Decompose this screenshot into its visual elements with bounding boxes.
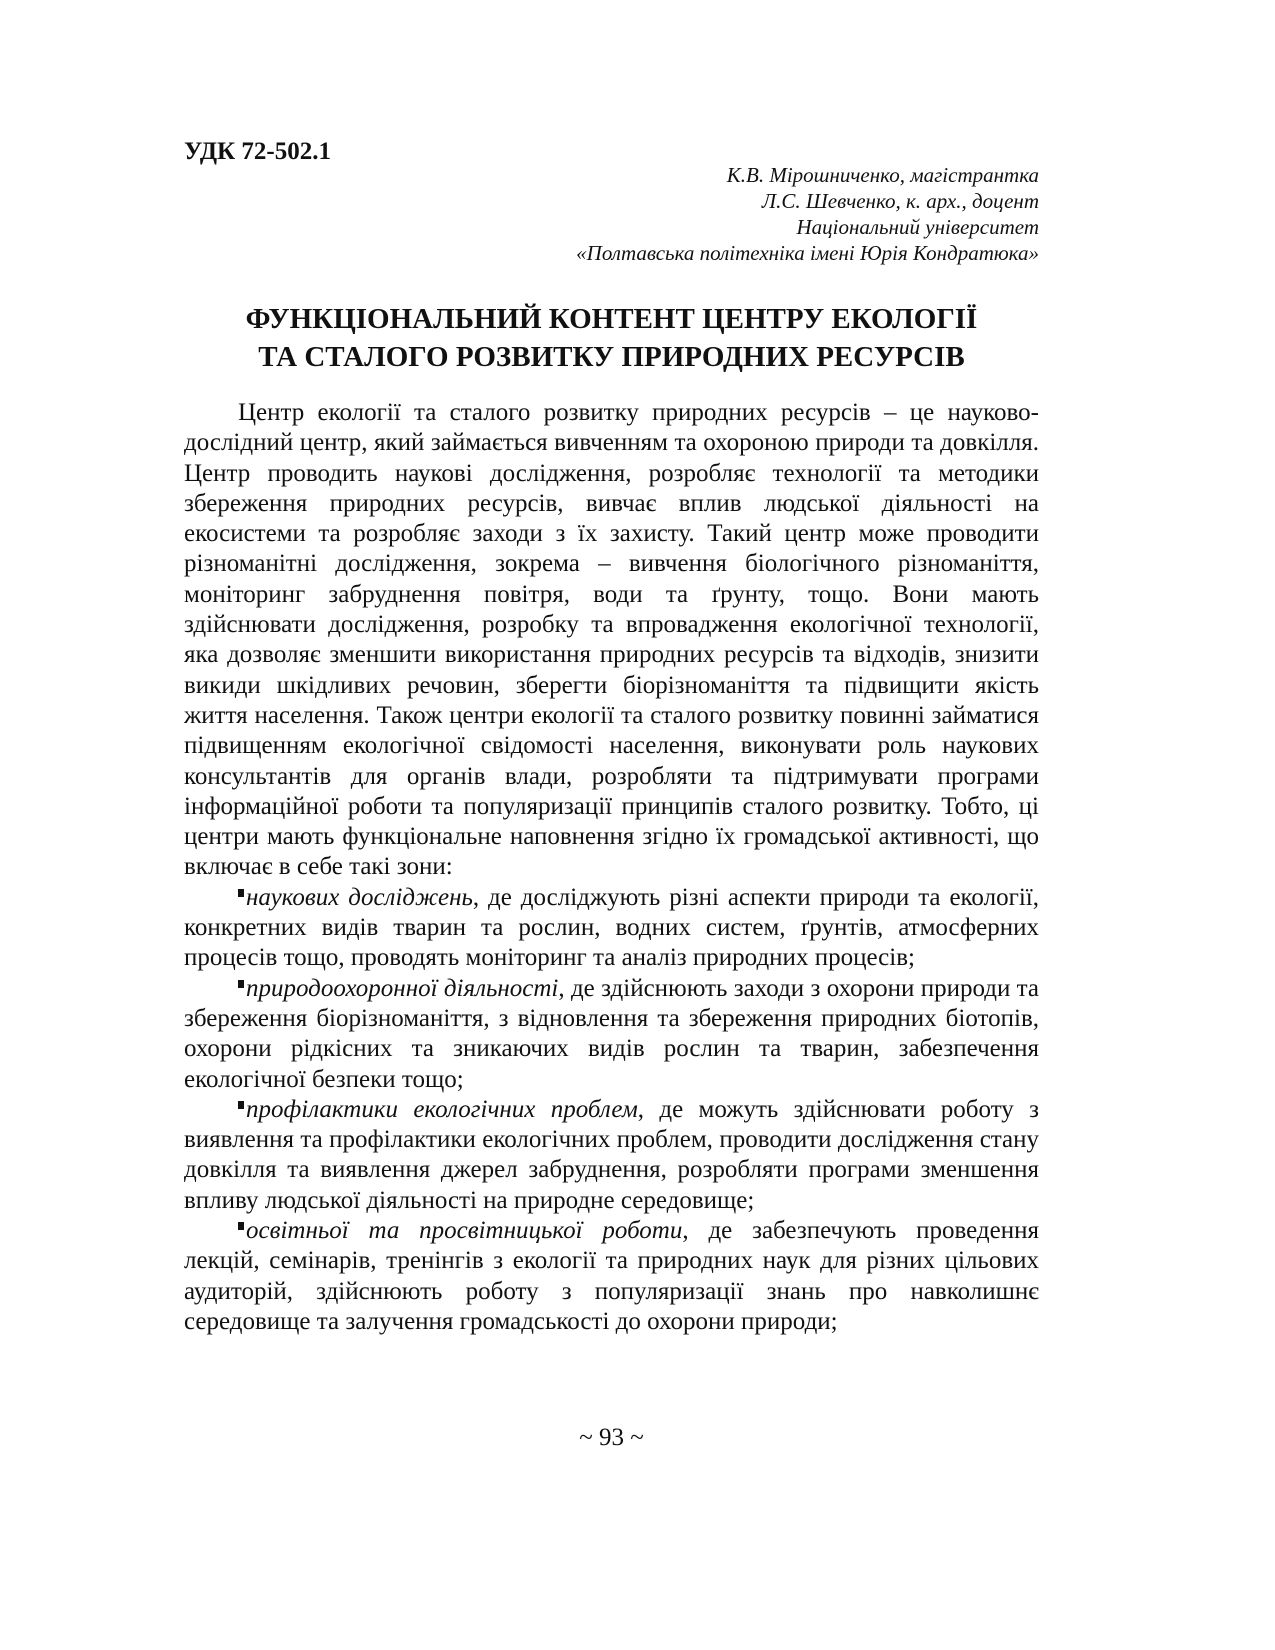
bullet-term: природоохоронної діяльності: [246, 974, 559, 1002]
bullet-square-icon: [238, 1101, 244, 1109]
author-2: Л.С. Шевченко, к. арх., доцент: [761, 189, 1039, 213]
page-number: ~ 93 ~: [579, 1424, 644, 1451]
affiliation-name: «Полтавська політехніка імені Юрія Кондратюка»: [576, 241, 1039, 265]
title-line-2: ТА СТАЛОГО РОЗВИТКУ ПРИРОДНИХ РЕСУРСІВ: [258, 341, 965, 373]
bullet-item: [184, 1216, 1039, 1337]
bullet-item: [184, 974, 1039, 1095]
bullet-term: освітньої та просвітницької роботи: [246, 1217, 683, 1245]
udk-code: УДК 72-502.1: [184, 138, 331, 165]
bullet-term: наукових досліджень: [246, 883, 473, 911]
bullet-item: [184, 1095, 1039, 1216]
affiliation: Національний університет: [796, 215, 1039, 239]
article-body: [184, 398, 1039, 1337]
bullet-square-icon: [238, 980, 244, 988]
bullet-text: , де здійснюють заходи з охорони природи та збереження біорізноманіття, з відновлення та збереження природних біотопів, охорони рідкісних та зникаючих видів рослин та тварин, забезпечення екологічної безпеки тощо;: [184, 974, 1040, 1093]
article-title: [184, 300, 1039, 376]
bullet-text: , де досліджують різні аспекти природи та екології, конкретних видів тварин та рослин, водних систем, ґрунтів, атмосферних процесів тощо, проводять моніторинг та аналіз природних процесів;: [184, 883, 1039, 972]
bullet-square-icon: [238, 889, 244, 897]
bullet-item: [184, 883, 1039, 974]
author-1: К.В. Мірошниченко, магістрантка: [726, 163, 1039, 187]
title-line-1: ФУНКЦІОНАЛЬНИЙ КОНТЕНТ ЦЕНТРУ ЕКОЛОГІЇ: [245, 303, 978, 335]
intro-paragraph: Центр екології та сталого розвитку природних ресурсів – це науково-дослідний центр, який займається вивченням та охороною природи та довкілля. Центр проводить наукові дослідження, розробляє технології та методики збереження природних ресурсів, вивчає вплив людської діяльності на екосистеми та розробляє заходи з їх захисту. Такий центр може проводити різноманітні дослідження, зокрема – вивчення біологічного різноманіття, моніторинг забруднення повітря, води та ґрунту, тощо. Вони мають здійснювати дослідження, розробку та впровадження екологічної технології, яка дозволяє зменшити використання природних ресурсів та відходів, знизити викиди шкідливих речовин, зберегти біорізноманіття та підвищити якість життя населення. Також центри екології та сталого розвитку повинні займатися підвищенням екологічної свідомості населення, виконувати роль наукових консультантів для органів влади, розробляти та підтримувати програми інформаційної роботи та популяризації принципів сталого розвитку. Тобто, ці центри мають функціональне наповнення згідно їх громадської активності, що включає в себе такі зони:: [184, 399, 1039, 881]
bullet-term: профілактики екологічних проблем: [246, 1095, 638, 1123]
author-block: [576, 162, 1039, 266]
bullet-square-icon: [238, 1222, 244, 1230]
bullet-text: , де забезпечують проведення лекцій, семінарів, тренінгів з екології та природних наук для різних цільових аудиторій, здійснюють роботу з популяризації знань про навколишнє середовище та залучення громадськості до охорони природи;: [184, 1217, 1040, 1335]
bullet-text: , де можуть здійснювати роботу з виявлення та профілактики екологічних проблем, проводити дослідження стану довкілля та виявлення джерел забруднення, розробляти програми зменшення впливу людської діяльності на природне середовище;: [184, 1095, 1039, 1214]
